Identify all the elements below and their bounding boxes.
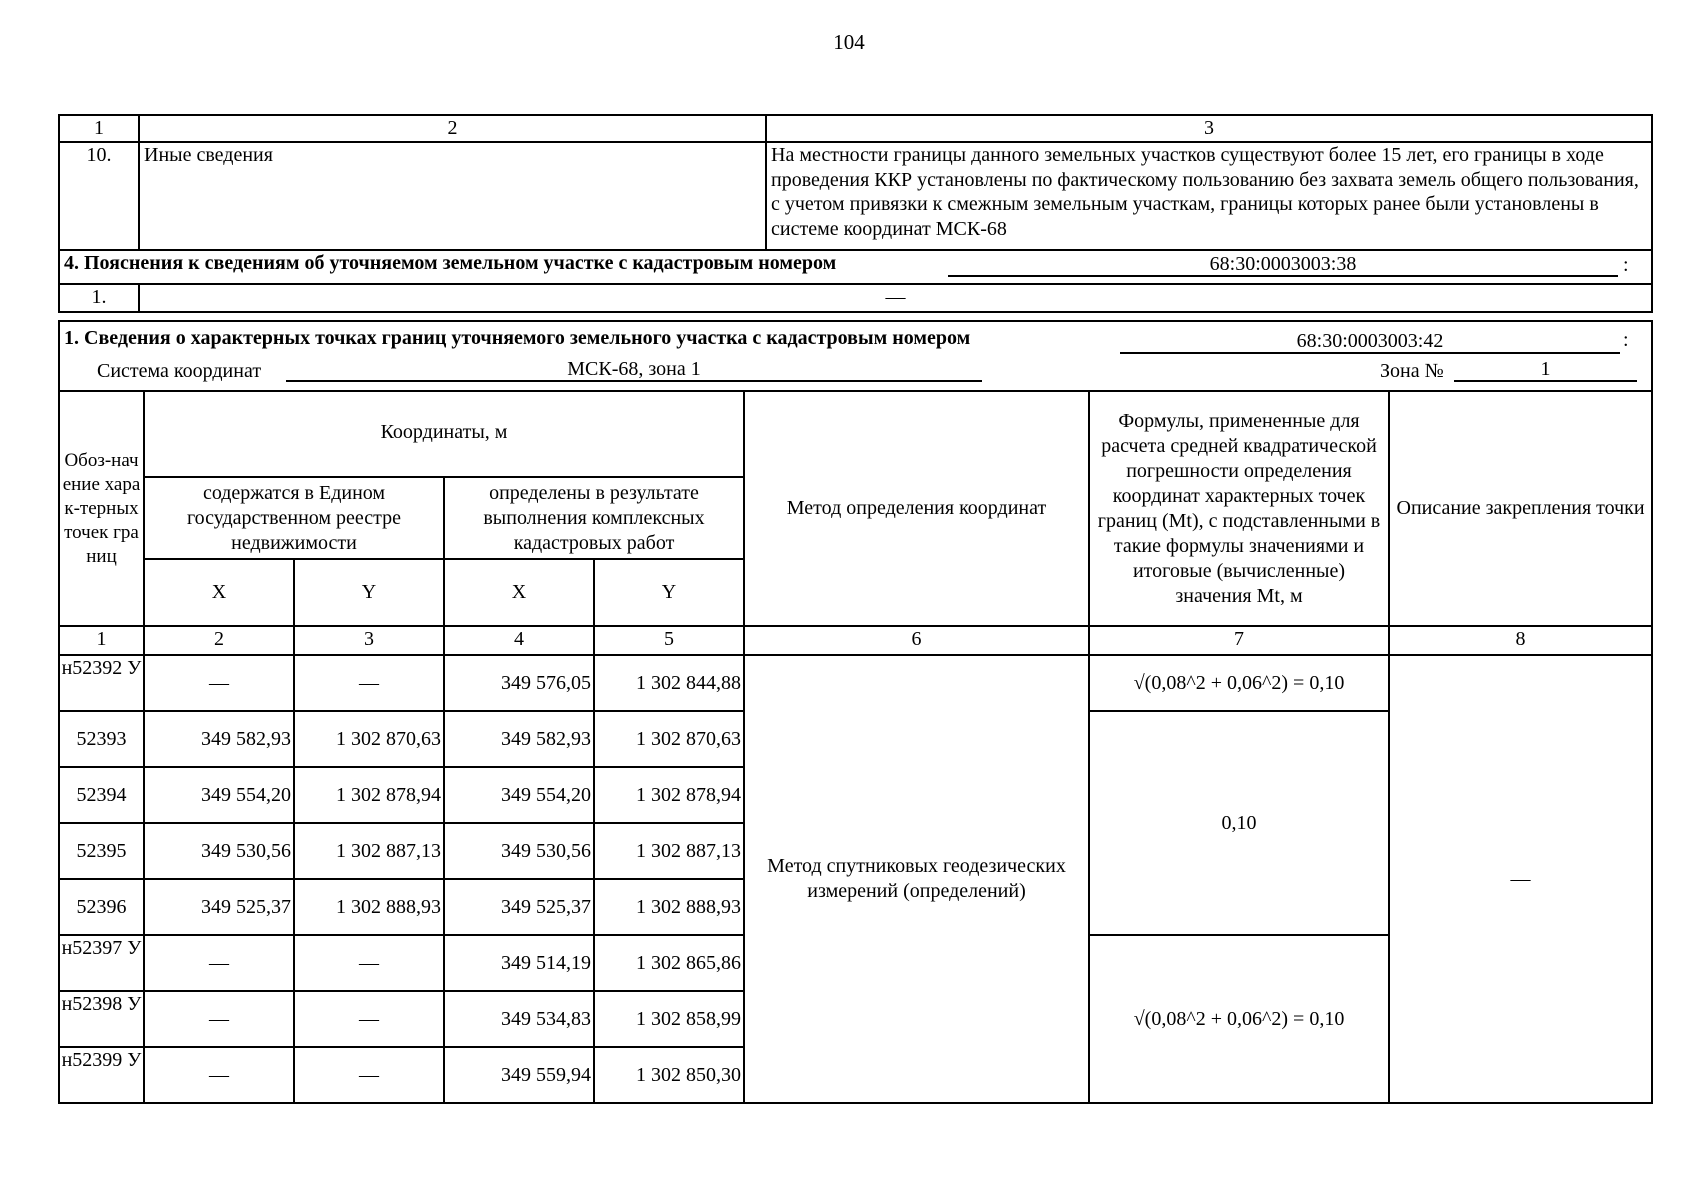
egrn-y: — bbox=[294, 1047, 444, 1103]
section-1-title: 1. Сведения о характерных точках границ уточняемого земельного участка с кадастровым номером bbox=[64, 327, 971, 349]
egrn-y: 1 302 878,94 bbox=[294, 767, 444, 823]
section-4-colon: : bbox=[1623, 254, 1629, 276]
fixing-description-value: — bbox=[1389, 655, 1652, 1103]
row-number: 1. bbox=[59, 284, 139, 312]
x-header: X bbox=[144, 559, 294, 626]
column-number: 2 bbox=[139, 115, 766, 142]
boundary-points-table bbox=[58, 320, 1653, 1104]
info-table bbox=[58, 114, 1653, 313]
egrn-x: — bbox=[144, 1047, 294, 1103]
egrn-x: — bbox=[144, 935, 294, 991]
kkr-x: 349 534,83 bbox=[444, 991, 594, 1047]
kkr-x: 349 576,05 bbox=[444, 655, 594, 711]
kkr-x: 349 554,20 bbox=[444, 767, 594, 823]
y-header: Y bbox=[294, 559, 444, 626]
formula-value: √(0,08^2 + 0,06^2) = 0,10 bbox=[1089, 935, 1389, 1103]
point-id: н52398 У bbox=[59, 991, 144, 1047]
kkr-y: 1 302 878,94 bbox=[594, 767, 744, 823]
column-number-row bbox=[59, 115, 1652, 142]
method-header: Метод определения координат bbox=[744, 391, 1089, 626]
page-number: 104 bbox=[833, 30, 865, 54]
column-number: 6 bbox=[744, 626, 1089, 655]
egrn-y: 1 302 887,13 bbox=[294, 823, 444, 879]
kkr-y: 1 302 850,30 bbox=[594, 1047, 744, 1103]
section-4-title: 4. Пояснения к сведениям об уточняемом земельном участке с кадастровым номером bbox=[64, 252, 837, 274]
method-value: Метод спутниковых геодезических измерений (определений) bbox=[744, 655, 1089, 1103]
kkr-y: 1 302 870,63 bbox=[594, 711, 744, 767]
kkr-header: определены в результате выполнения комплексных кадастровых работ bbox=[444, 477, 744, 559]
x-header: X bbox=[444, 559, 594, 626]
egrn-x: — bbox=[144, 991, 294, 1047]
column-number: 4 bbox=[444, 626, 594, 655]
section-4-value: — bbox=[139, 284, 1652, 312]
egrn-x: — bbox=[144, 655, 294, 711]
table-header-row-1 bbox=[59, 391, 1652, 477]
kkr-x: 349 530,56 bbox=[444, 823, 594, 879]
kkr-y: 1 302 888,93 bbox=[594, 879, 744, 935]
formula-value: √(0,08^2 + 0,06^2) = 0,10 bbox=[1089, 655, 1389, 711]
point-id: 52395 bbox=[59, 823, 144, 879]
row-number: 10. bbox=[59, 142, 139, 250]
section-1-header bbox=[59, 321, 1652, 391]
formula-header: Формулы, примененные для расчета средней квадратической погрешности определения координат характерных точек границ (Mt), с подставленными в такие формулы значениями и итоговые (вычисленные) значения Mt, м bbox=[1089, 391, 1389, 626]
egrn-x: 349 554,20 bbox=[144, 767, 294, 823]
section-4-cadastral-number: 68:30:0003003:38 bbox=[948, 253, 1618, 277]
formula-value: 0,10 bbox=[1089, 711, 1389, 935]
kkr-y: 1 302 887,13 bbox=[594, 823, 744, 879]
fixing-description-header: Описание закрепления точки bbox=[1389, 391, 1652, 626]
zone-value: 1 bbox=[1454, 358, 1637, 382]
egrn-y: 1 302 870,63 bbox=[294, 711, 444, 767]
kkr-x: 349 514,19 bbox=[444, 935, 594, 991]
column-number: 8 bbox=[1389, 626, 1652, 655]
section-4-row-1 bbox=[59, 284, 1652, 312]
y-header: Y bbox=[594, 559, 744, 626]
egrn-x: 349 530,56 bbox=[144, 823, 294, 879]
kkr-y: 1 302 858,99 bbox=[594, 991, 744, 1047]
column-number: 1 bbox=[59, 115, 139, 142]
designation-header: Обоз-начение харак-терных точек границ bbox=[59, 391, 144, 626]
kkr-x: 349 559,94 bbox=[444, 1047, 594, 1103]
kkr-x: 349 582,93 bbox=[444, 711, 594, 767]
column-number: 3 bbox=[294, 626, 444, 655]
point-id: н52392 У bbox=[59, 655, 144, 711]
egrn-y: — bbox=[294, 655, 444, 711]
point-id: н52397 У bbox=[59, 935, 144, 991]
column-number: 7 bbox=[1089, 626, 1389, 655]
point-id: н52399 У bbox=[59, 1047, 144, 1103]
point-id: 52396 bbox=[59, 879, 144, 935]
section-1-cadastral-number: 68:30:0003003:42 bbox=[1120, 330, 1620, 354]
egrn-y: — bbox=[294, 991, 444, 1047]
point-id: 52394 bbox=[59, 767, 144, 823]
egrn-header: содержатся в Едином государственном реестре недвижимости bbox=[144, 477, 444, 559]
coordinates-header: Координаты, м bbox=[144, 391, 744, 477]
other-info-label: Иные сведения bbox=[139, 142, 766, 250]
other-info-text: На местности границы данного земельных участков существуют более 15 лет, его границы в ходе проведения ККР установлены по фактическому пользованию без захвата земель общего пользования, с учетом привязки к смежным земельным участкам, границы которых ранее были установлены в системе координат МСК-68 bbox=[766, 142, 1652, 250]
section-4-header bbox=[59, 250, 1652, 284]
other-info-row bbox=[59, 142, 1652, 250]
column-number-row bbox=[59, 626, 1652, 655]
point-id: 52393 bbox=[59, 711, 144, 767]
column-number: 5 bbox=[594, 626, 744, 655]
coordinate-system-label: Система координат bbox=[97, 360, 262, 382]
egrn-x: 349 525,37 bbox=[144, 879, 294, 935]
egrn-x: 349 582,93 bbox=[144, 711, 294, 767]
egrn-y: — bbox=[294, 935, 444, 991]
table-row bbox=[59, 655, 1652, 711]
column-number: 2 bbox=[144, 626, 294, 655]
kkr-y: 1 302 865,86 bbox=[594, 935, 744, 991]
kkr-x: 349 525,37 bbox=[444, 879, 594, 935]
column-number: 3 bbox=[766, 115, 1652, 142]
kkr-y: 1 302 844,88 bbox=[594, 655, 744, 711]
coordinate-system-value: МСК-68, зона 1 bbox=[286, 358, 982, 382]
egrn-y: 1 302 888,93 bbox=[294, 879, 444, 935]
section-1-colon: : bbox=[1623, 329, 1629, 351]
column-number: 1 bbox=[59, 626, 144, 655]
zone-label: Зона № bbox=[1380, 360, 1444, 382]
